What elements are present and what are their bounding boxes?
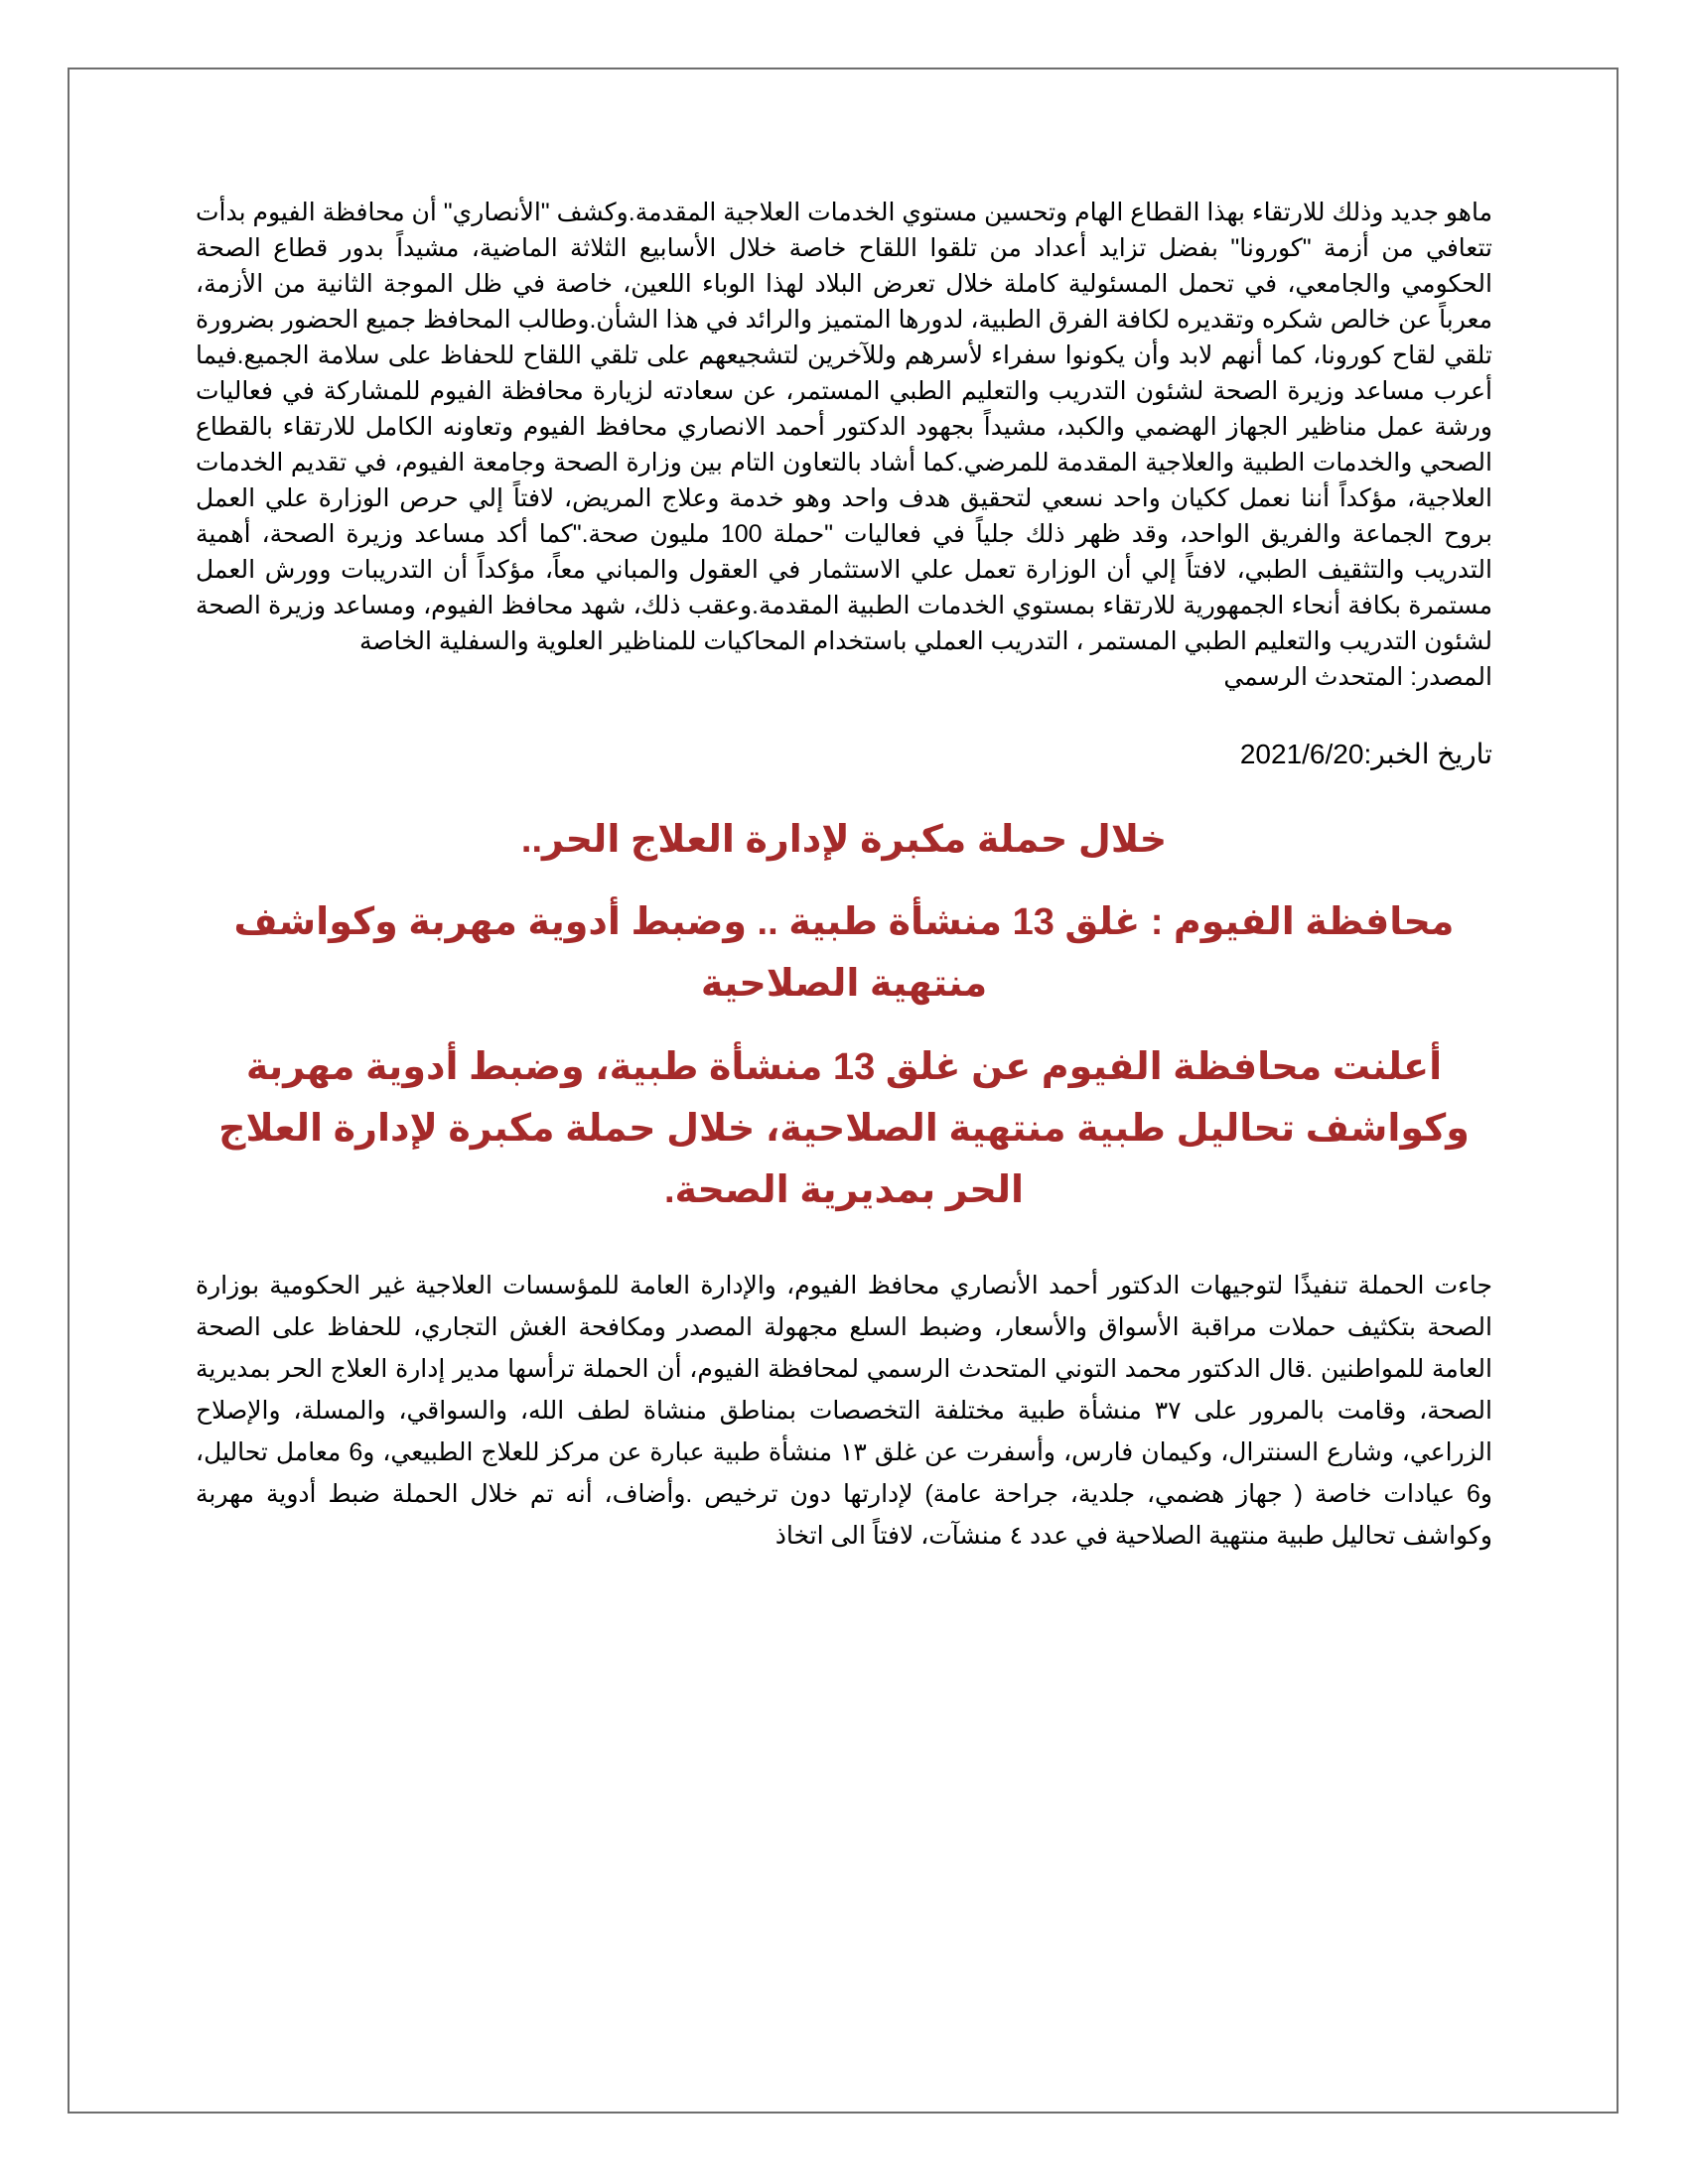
article-headline: محافظة الفيوم : غلق 13 منشأة طبية .. وضبط أدوية مهربة وكواشف منتهية الصلاحية — [233, 901, 1455, 1005]
article-body-part1: ماهو جديد وذلك للارتقاء بهذا القطاع الهام وتحسين مستوي الخدمات العلاجية المقدمة.وكشف "الأنصاري" أن محافظة الفيوم بدأت تتعافي من أزمة "كورونا" بفضل تزايد أعداد من تلقوا اللقاح خاصة خلال الأسابيع الثلاثة الماضية، مشيداً بدور قطاع الصحة الحكومي والجامعي، في تحمل المسئولية كاملة خلال تعرض البلاد لهذا الوباء اللعين، خاصة في ظل الموجة الثانية من الأزمة، معرباً عن خالص شكره وتقديره لكافة الفرق الطبية، لدورها المتميز والرائد في هذا الشأن.وطالب المحافظ جميع الحضور بضرورة تلقي لقاح كورونا، كما أنهم لابد وأن يكونوا سفراء لأسرهم وللآخرين لتشجيعهم على تلقي اللقاح للحفاظ على سلامة الجميع.فيما أعرب مساعد وزيرة الصحة لشئون التدريب والتعليم الطبي المستمر، عن سعادته لزيارة محافظة الفيوم للمشاركة في فعاليات ورشة عمل مناظير الجهاز الهضمي والكبد، مشيداً بجهود الدكتور أحمد الانصاري محافظ الفيوم وتعاونه الكامل للارتقاء بالقطاع الصحي والخدمات الطبية والعلاجية المقدمة للمرضي.كما أشاد بالتعاون التام بين وزارة الصحة وجامعة الفيوم، في تقديم الخدمات العلاجية، مؤكداً أننا نعمل ككيان واحد نسعي لتحقيق هدف واحد وهو خدمة وعلاج المريض، لافتاً إلي حرص الوزارة علي العمل بروح الجماعة والفريق الواحد، وقد ظهر ذلك جلياً في فعاليات "حملة 100 مليون صحة."كما أكد مساعد وزيرة الصحة، أهمية التدريب والتثقيف الطبي، لافتاً إلي أن الوزارة تعمل علي الاستثمار في العقول والمباني معاً، مؤكداً أن التدريبات وورش العمل مستمرة بكافة أنحاء الجمهورية للارتقاء بمستوي الخدمات الطبية المقدمة.وعقب ذلك، شهد محافظ الفيوم، ومساعد وزيرة الصحة لشئون التدريب والتعليم الطبي المستمر ، التدريب العملي باستخدام المحاكيات للمناظير العلوية والسفلية الخاصة — [196, 199, 1492, 655]
article-body-part2: جاءت الحملة تنفيذًا لتوجيهات الدكتور أحمد الأنصاري محافظ الفيوم، والإدارة العامة للمؤسسات العلاجية غير الحكومية بوزارة الصحة بتكثيف حملات مراقبة الأسواق والأسعار، وضبط السلع مجهولة المصدر ومكافحة الغش التجاري، للحفاظ على الصحة العامة للمواطنين .قال الدكتور محمد التوني المتحدث الرسمي لمحافظة الفيوم، أن الحملة ترأسها مدير إدارة العلاج الحر بمديرية الصحة، وقامت بالمرور على ٣٧ منشأة طبية مختلفة التخصصات بمناطق منشاة لطف الله، والسواقي، والمسلة، والإصلاح الزراعي، وشارع السنترال، وكيمان فارس، وأسفرت عن غلق ١٣ منشأة طبية عبارة عن مركز للعلاج الطبيعي، و6 معامل تحاليل، و6 عيادات خاصة ( جهاز هضمي، جلدية، جراحة عامة) لإدارتها دون ترخيص .وأضاف، أنه تم خلال الحملة ضبط أدوية مهربة وكواشف تحاليل طبية منتهية الصلاحية في عدد ٤ منشآت، لافتاً الى اتخاذ — [196, 1272, 1492, 1550]
source-line: المصدر: المتحدث الرسمي — [1223, 663, 1492, 691]
article-lead: أعلنت محافظة الفيوم عن غلق 13 منشأة طبية، وضبط أدوية مهربة وكواشف تحاليل طبية منتهية الصلاحية، خلال حملة مكبرة لإدارة العلاج الحر بمديرية الصحة. — [218, 1046, 1470, 1211]
news-date: تاريخ الخبر:2021/6/20 — [1239, 739, 1492, 769]
document-content — [196, 195, 1492, 1557]
article-kicker: خلال حملة مكبرة لإدارة العلاج الحر.. — [520, 819, 1168, 861]
